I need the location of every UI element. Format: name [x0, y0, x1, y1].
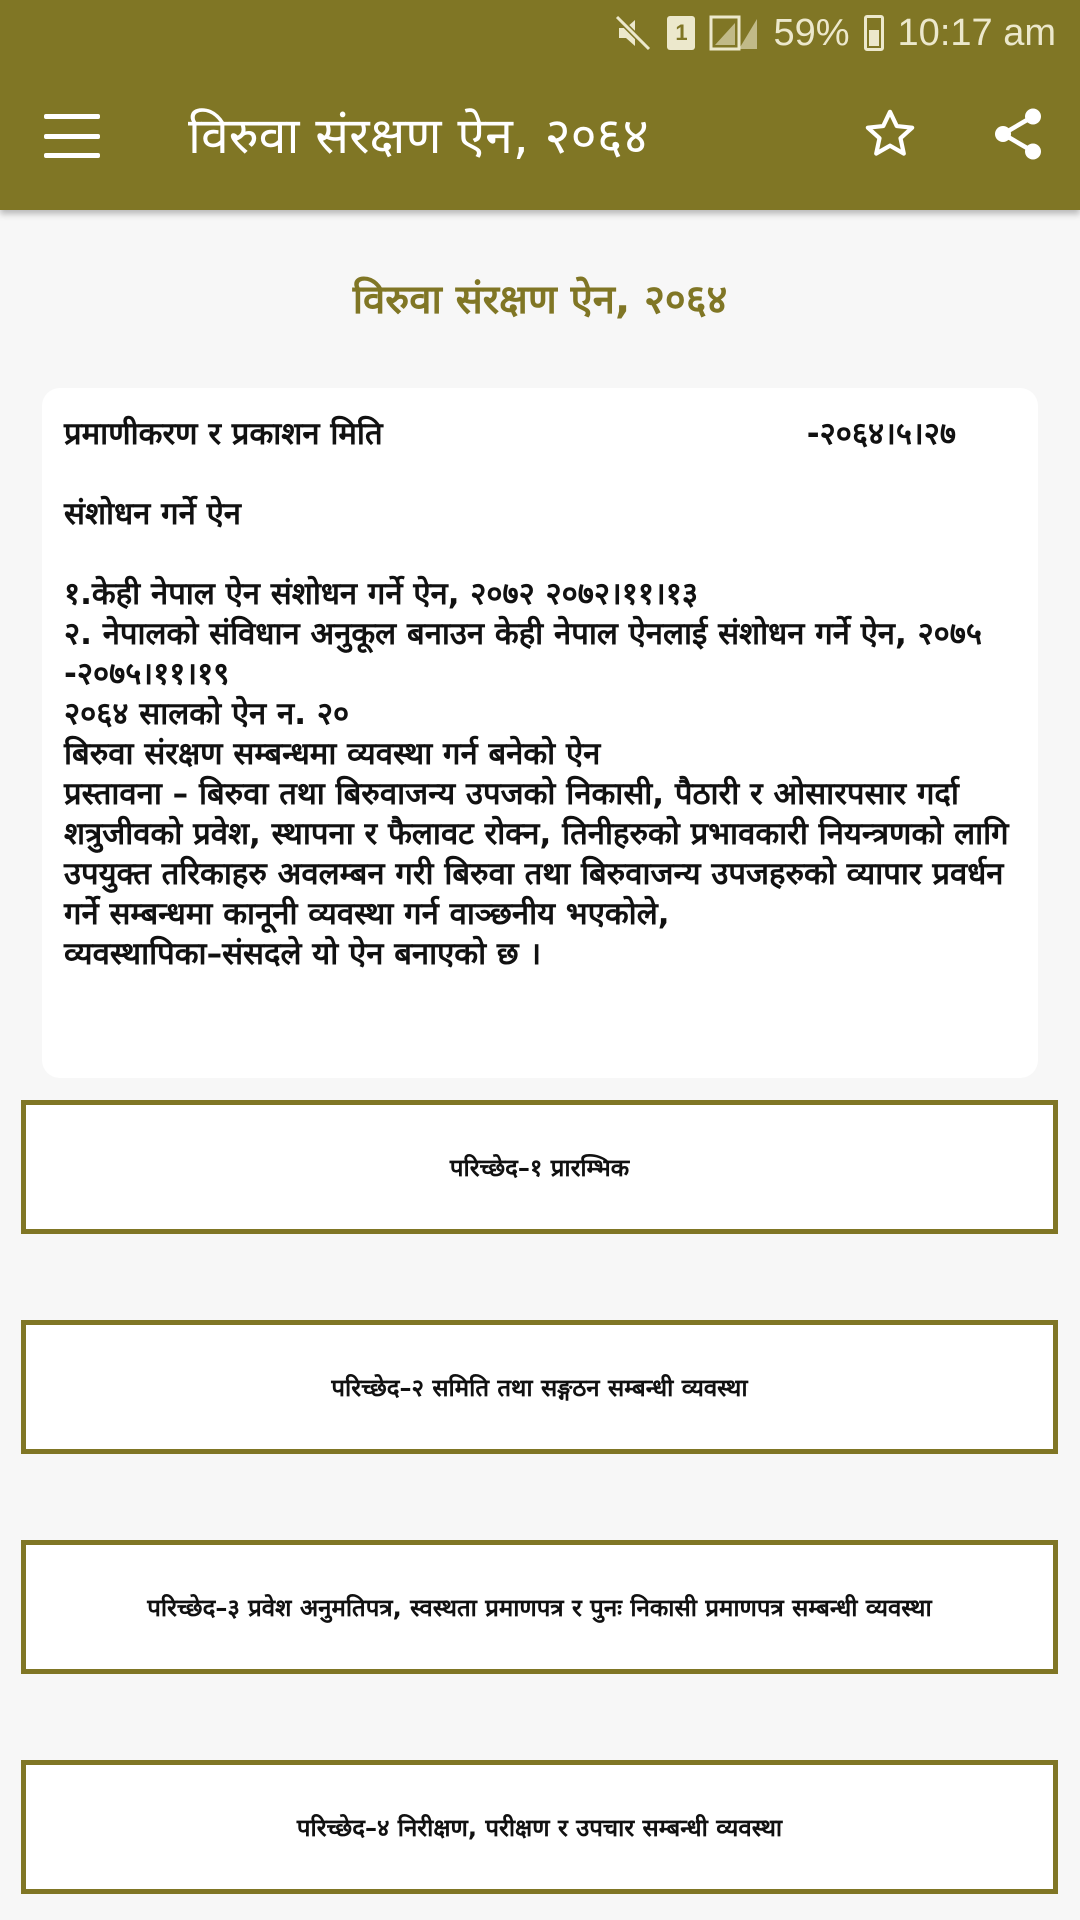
auth-label: प्रमाणीकरण र प्रकाशन मिति — [64, 416, 383, 452]
status-bar — [0, 0, 1080, 66]
chapter-button-2[interactable]: परिच्छेद–२ समिति तथा सङ्गठन सम्बन्धी व्यवस्था — [21, 1320, 1058, 1454]
star-icon[interactable] — [862, 106, 918, 162]
preamble: प्रस्तावना – बिरुवा तथा बिरुवाजन्य उपजको निकासी, पैठारी र ओसारपसार गर्दा शत्रुजीवको प्रवेश, स्थापना र फैलावट रोक्न, तिनीहरुको प्रभावकारी नियन्त्रणको लागि उपयुक्त तरिकाहरु अवलम्बन गरी बिरुवा तथा बिरुवाजन्य उपजहरुको व्यापार प्रवर्धन गर्ने सम्बन्धमा कानूनी व्यवस्था गर्न वाञ्छनीय भएकोले, — [64, 776, 1009, 932]
auth-date: -२०६४।५।२७ — [806, 416, 956, 452]
chapter-button-1[interactable]: परिच्छेद–१ प्रारम्भिक — [21, 1100, 1058, 1234]
authentication-row — [64, 414, 1016, 454]
hamburger-menu-icon[interactable] — [44, 114, 100, 158]
amendment-2: २. नेपालको संविधान अनुकूल बनाउन केही नेपाल ऐनलाई संशोधन गर्ने ऐन, २०७५ -२०७५।११।१९ — [64, 616, 983, 692]
act-description: बिरुवा संरक्षण सम्बन्धमा व्यवस्था गर्न बनेको ऐन — [64, 736, 601, 772]
chapter-button-3[interactable]: परिच्छेद–३ प्रवेश अनुमतिपत्र, स्वस्थता प्रमाणपत्र र पुनः निकासी प्रमाणपत्र सम्बन्धी व्यवस्था — [21, 1540, 1058, 1674]
battery-percent: 59% — [773, 11, 850, 54]
page-title: विरुवा संरक्षण ऐन, २०६४ — [188, 107, 649, 165]
clock: 10:17 am — [897, 11, 1056, 54]
act-number: २०६४ सालको ऐन न. २० — [64, 696, 350, 732]
mute-icon — [613, 13, 653, 53]
toolbar — [0, 66, 1080, 210]
chapter-button-4[interactable]: परिच्छेद–४ निरीक्षण, परीक्षण र उपचार सम्बन्धी व्यवस्था — [21, 1760, 1058, 1894]
act-info-card — [42, 388, 1038, 1078]
signal-icon — [709, 13, 759, 53]
act-heading: विरुवा संरक्षण ऐन, २०६४ — [352, 277, 728, 323]
share-icon[interactable] — [988, 104, 1048, 164]
app-header — [0, 0, 1080, 210]
battery-icon — [864, 15, 884, 51]
sim-icon — [667, 16, 695, 50]
enactment-clause: व्यवस्थापिका–संसदले यो ऐन बनाएको छ । — [64, 936, 542, 972]
amend-heading: संशोधन गर्ने ऐन — [64, 496, 241, 532]
amendment-1: १.केही नेपाल ऐन संशोधन गर्ने ऐन, २०७२ २०७२।११।१३ — [64, 576, 699, 612]
sim-label: 1 — [667, 16, 695, 50]
